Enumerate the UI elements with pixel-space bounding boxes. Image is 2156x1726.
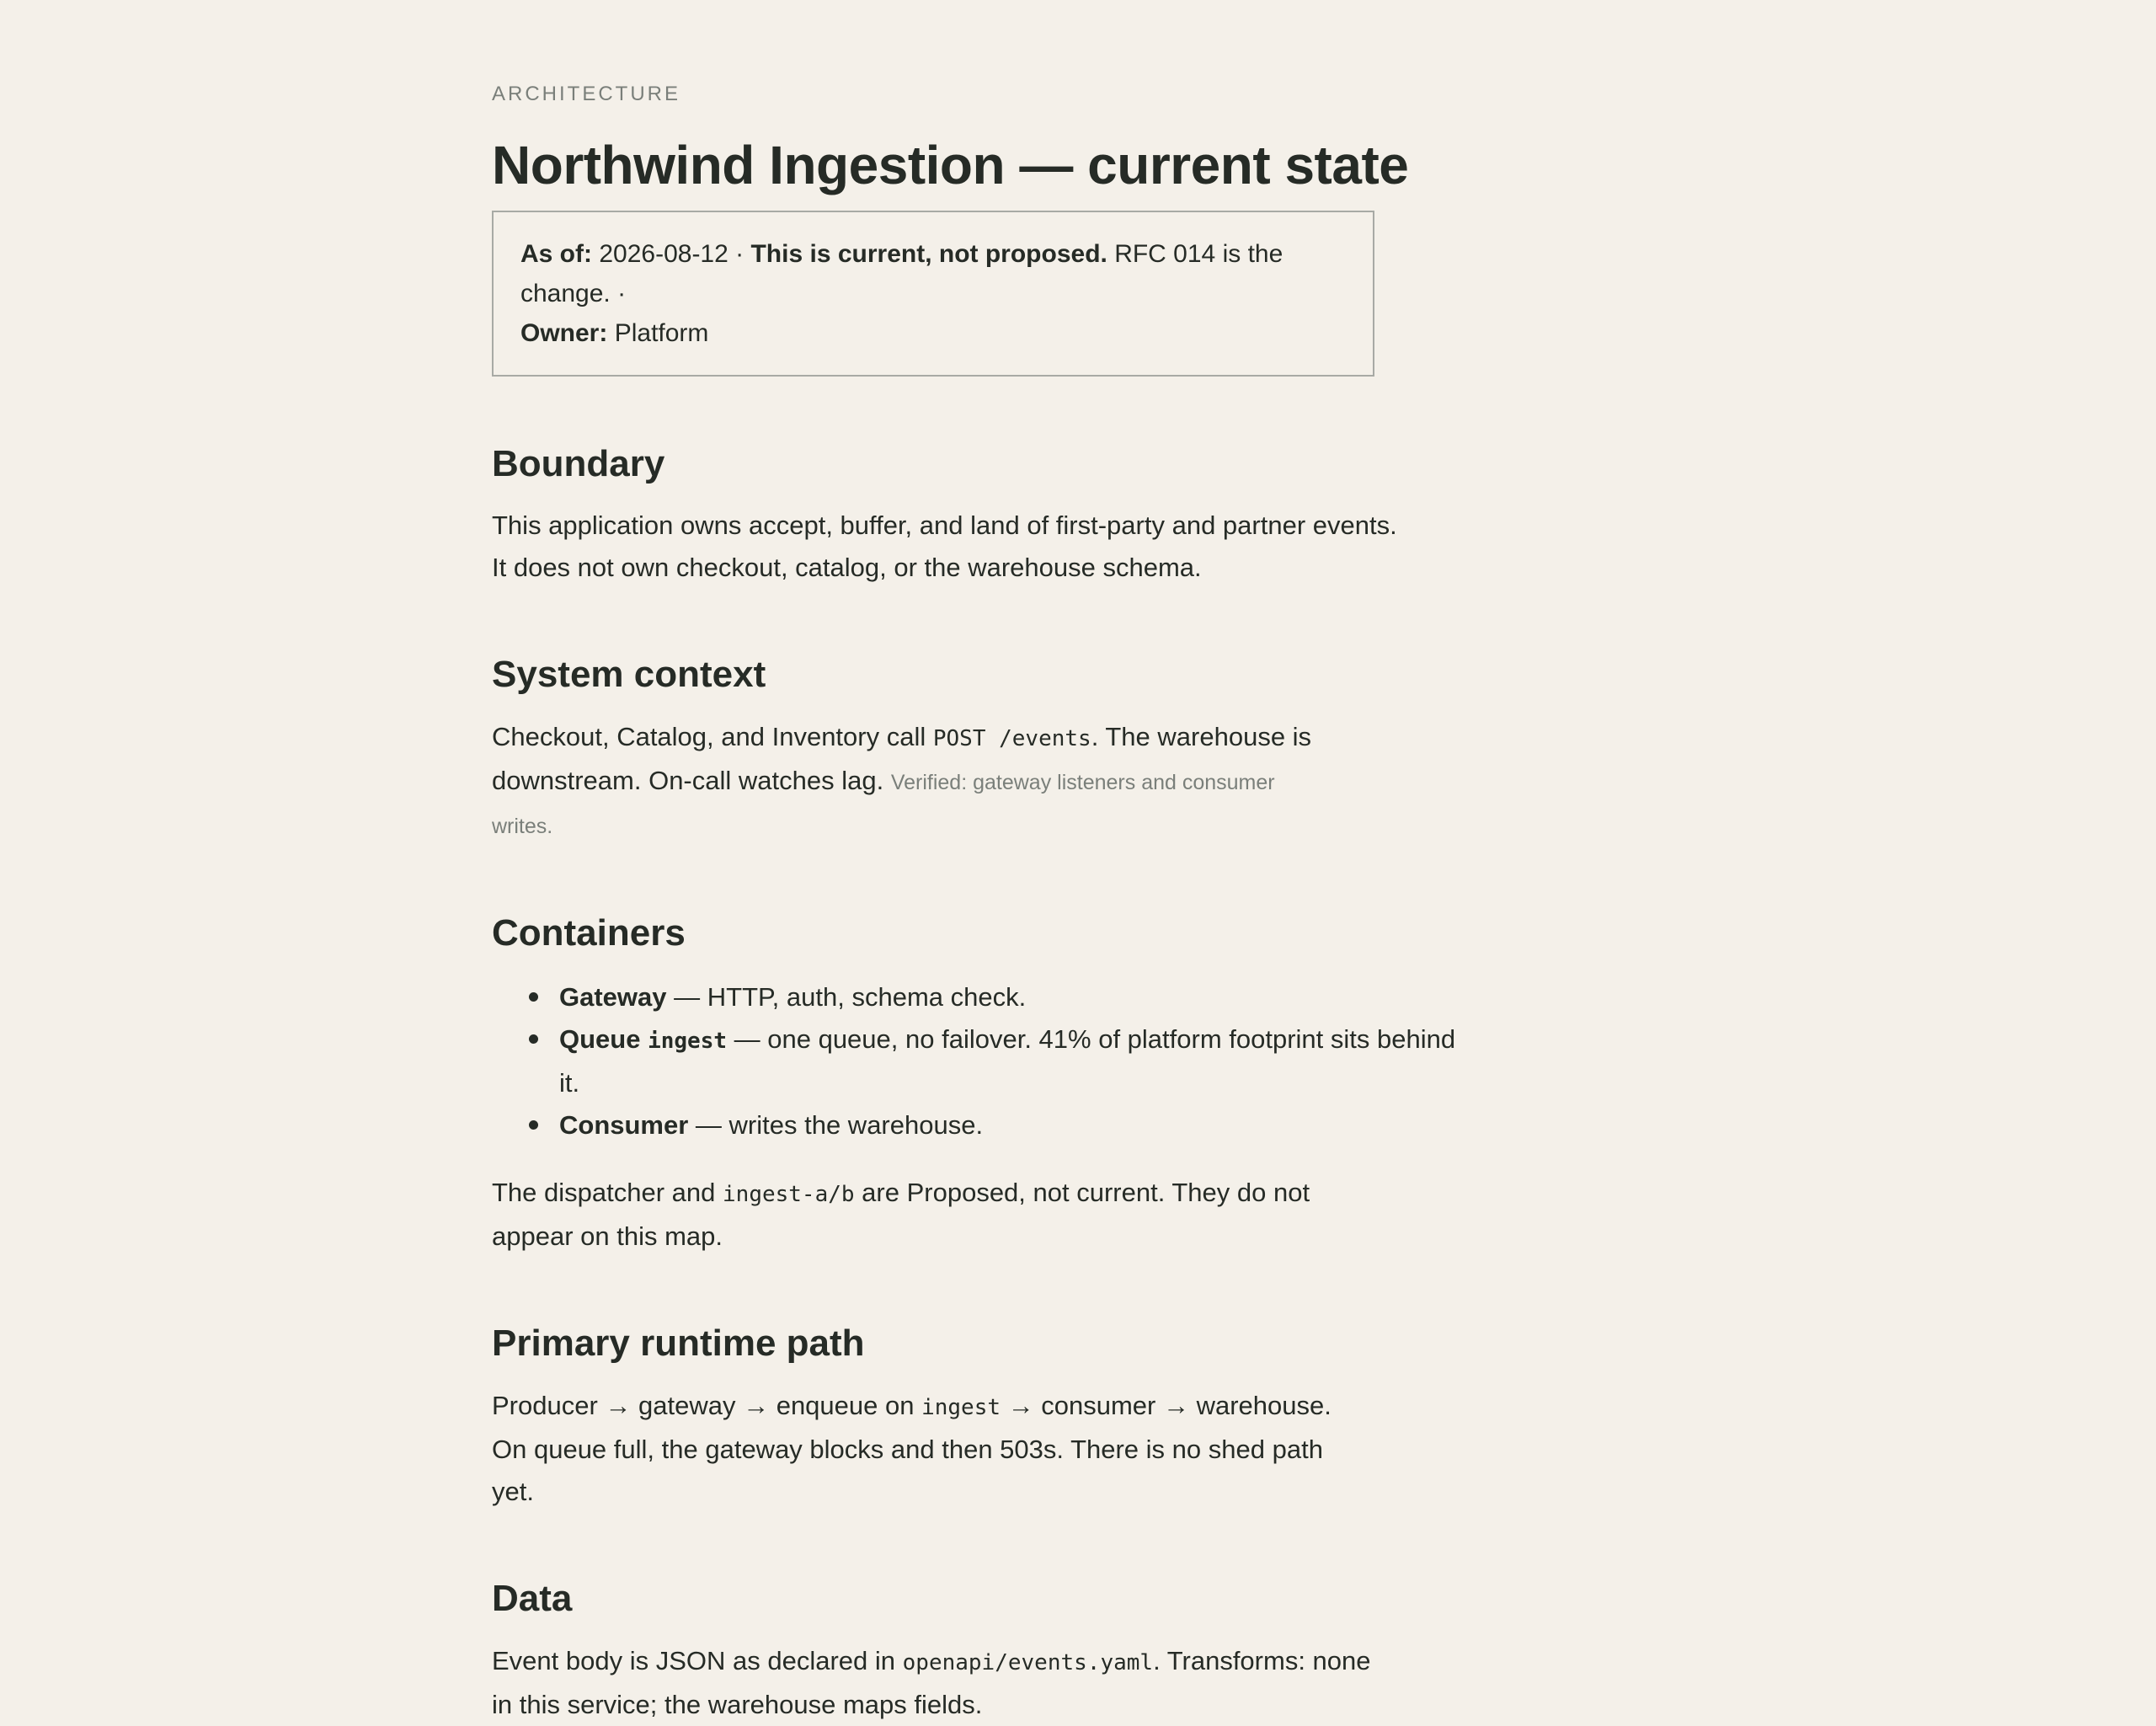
as-of-label: As of: <box>520 239 592 268</box>
containers-list <box>492 976 1469 1146</box>
page-title: Northwind Ingestion — current state <box>492 135 1409 195</box>
container-desc: — writes the warehouse. <box>688 1109 984 1140</box>
boundary-heading: Boundary <box>492 442 665 484</box>
proposed-queues-code: ingest-a/b <box>723 1181 855 1207</box>
system-context-text <box>492 716 1334 847</box>
system-context-text-start: Checkout, Catalog, and Inventory call <box>492 722 933 752</box>
bullet <box>529 1034 538 1044</box>
data-text-start: Event body is JSON as declared in <box>492 1645 903 1675</box>
status-statement: This is current, not proposed. <box>750 239 1107 268</box>
data-text <box>492 1640 1393 1726</box>
proposed-note <box>492 1172 1393 1258</box>
verification-note: Verified: gateway listeners and consumer writes. <box>492 771 1275 839</box>
section-eyebrow: ARCHITECTURE <box>492 83 681 105</box>
boundary-section <box>492 442 1469 590</box>
status-callout <box>492 211 1374 377</box>
system-context-text-end: . The warehouse is downstream. On-call watches lag. <box>492 722 1312 796</box>
document-page <box>492 0 1469 1726</box>
data-heading: Data <box>492 1577 573 1619</box>
container-item-gateway <box>559 976 1469 1018</box>
events-endpoint-code: POST /events <box>932 726 1091 752</box>
data-section <box>492 1577 1469 1726</box>
container-desc: — HTTP, auth, schema check. <box>666 981 1027 1012</box>
containers-section <box>492 911 1469 1258</box>
runtime-section <box>492 1322 1469 1513</box>
openapi-path-code: openapi/events.yaml <box>902 1649 1154 1675</box>
containers-heading: Containers <box>492 912 686 954</box>
boundary-text: This application owns accept, buffer, and land of first-party and partner events. It does not own checkout, catalog, or the warehouse schema. <box>492 510 1397 583</box>
runtime-heading: Primary runtime path <box>492 1322 865 1364</box>
proposed-note-start: The dispatcher and <box>492 1177 723 1207</box>
bullet <box>529 992 538 1002</box>
runtime-text <box>492 1385 1359 1513</box>
meta-separator: · <box>728 239 751 268</box>
system-context-heading: System context <box>492 654 766 696</box>
rfc-note: RFC 014 is the change. · <box>520 239 1283 307</box>
container-name: Gateway <box>559 981 667 1012</box>
queue-name-code: ingest <box>648 1028 728 1054</box>
owner-value: Platform <box>614 318 709 347</box>
container-name: Queue <box>559 1023 641 1054</box>
as-of-value: 2026-08-12 <box>599 239 728 268</box>
container-item-consumer <box>559 1104 1469 1146</box>
container-desc: — one queue, no failover. 41% of platform footprint sits behind it. <box>559 1023 1456 1098</box>
proposed-note-end: are Proposed, not current. They do not appear on this map. <box>492 1177 1310 1251</box>
system-context-section <box>492 653 1469 847</box>
container-name: Consumer <box>559 1109 689 1140</box>
runtime-text-end: → consumer → warehouse. On queue full, the gateway blocks and then 503s. There is no shed path yet. <box>492 1390 1331 1506</box>
data-text-end: . Transforms: none in this service; the warehouse maps fields. <box>492 1645 1371 1719</box>
runtime-text-start: Producer → gateway → enqueue on <box>492 1390 922 1420</box>
container-item-queue <box>559 1018 1469 1104</box>
bullet <box>529 1120 538 1130</box>
queue-code: ingest <box>921 1394 1001 1420</box>
owner-label: Owner: <box>520 318 608 347</box>
